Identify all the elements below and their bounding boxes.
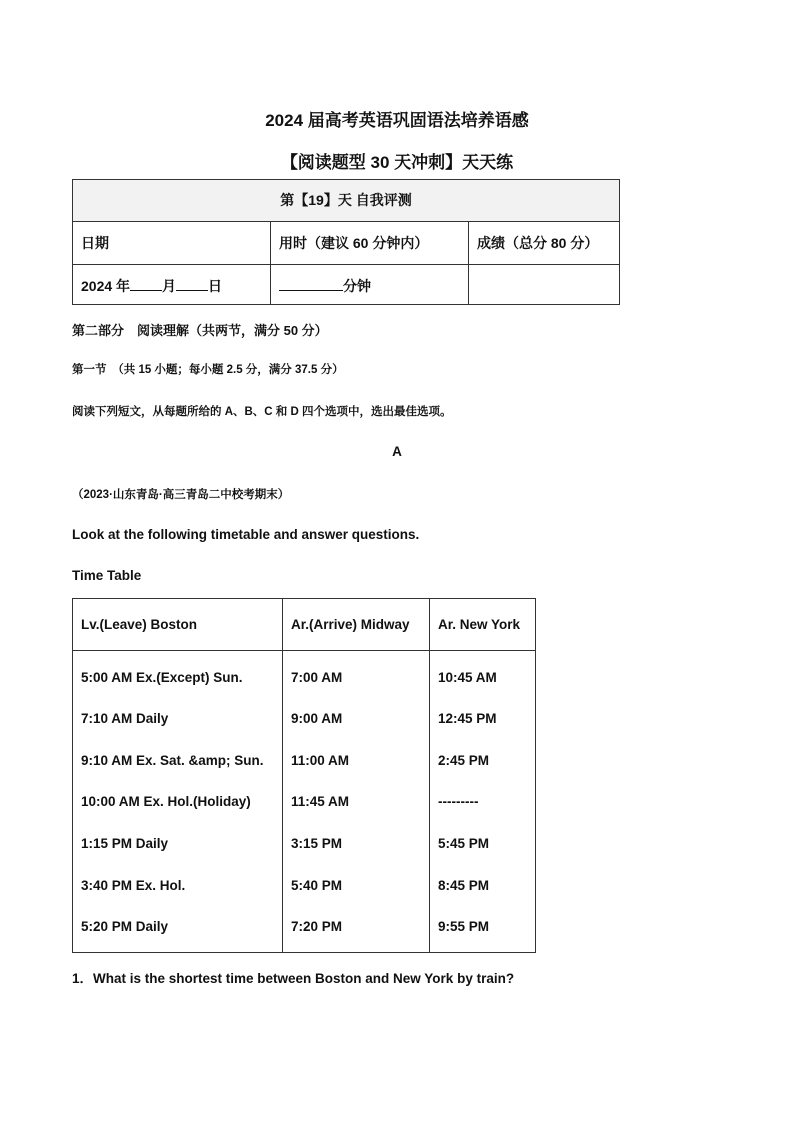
row7-new-york: 9:55 PM [438,919,490,934]
source-note: （2023·山东青岛·高三青岛二中校考期末） [72,489,290,501]
part-heading: 第二部分 阅读理解（共两节，满分 50 分） [72,323,328,338]
row1-midway: 7:00 AM [291,670,343,685]
document-subtitle: 【阅读题型 30 天冲刺】天天练 [280,153,514,172]
row3-new-york: 2:45 PM [438,753,490,768]
minutes-blank[interactable] [279,276,343,291]
row6-new-york: 8:45 PM [438,878,490,893]
time-used-label: 用时（建议 60 分钟内） [279,235,429,251]
header-arrive-new-york: Ar. New York [438,617,521,632]
row5-boston: 1:15 PM Daily [81,836,169,851]
time-used-field[interactable] [271,265,468,307]
evaluation-header: 第【19】天 自我评测 [73,180,619,222]
row7-boston: 5:20 PM Daily [81,919,169,934]
row3-midway: 11:00 AM [291,753,350,768]
train-timetable [72,598,536,953]
row5-midway: 3:15 PM [291,836,343,851]
row4-midway: 11:45 AM [291,794,350,809]
row3-boston: 9:10 AM Ex. Sat. &amp; Sun. [81,753,264,768]
date-field[interactable] [73,265,270,307]
row2-boston: 7:10 AM Daily [81,711,169,726]
question-1: 1．What is the shortest time between Boston and New York by train? [72,971,515,986]
row2-midway: 9:00 AM [291,711,343,726]
score-label: 成绩（总分 80 分） [477,235,599,251]
row1-boston: 5:00 AM Ex.(Except) Sun. [81,670,243,685]
date-month: 月 [162,278,177,294]
date-year: 2024 年 [81,278,131,294]
row1-new-york: 10:45 AM [438,670,497,685]
header-arrive-midway: Ar.(Arrive) Midway [291,617,410,632]
self-evaluation-table [72,179,620,305]
section-heading: 第一节 （共 15 小题；每小题 2.5 分，满分 37.5 分） [72,364,344,376]
document-title: 2024 届高考英语巩固语法培养语感 [265,111,529,130]
passage-letter: A [392,444,402,459]
row6-boston: 3:40 PM Ex. Hol. [81,878,186,893]
row6-midway: 5:40 PM [291,878,343,893]
month-blank[interactable] [130,276,162,291]
header-leave-boston: Lv.(Leave) Boston [81,617,198,632]
intro-sentence: Look at the following timetable and answer questions. [72,527,420,542]
day-blank[interactable] [176,276,208,291]
row4-boston: 10:00 AM Ex. Hol.(Holiday) [81,794,251,809]
row7-midway: 7:20 PM [291,919,343,934]
date-label: 日期 [81,235,109,251]
minutes-unit: 分钟 [343,278,371,294]
row2-new-york: 12:45 PM [438,711,497,726]
date-day: 日 [208,278,223,294]
instructions: 阅读下列短文，从每题所给的 A、B、C 和 D 四个选项中，选出最佳选项。 [72,406,452,418]
table-caption: Time Table [72,568,142,583]
row5-new-york: 5:45 PM [438,836,490,851]
row4-new-york: --------- [438,794,479,809]
